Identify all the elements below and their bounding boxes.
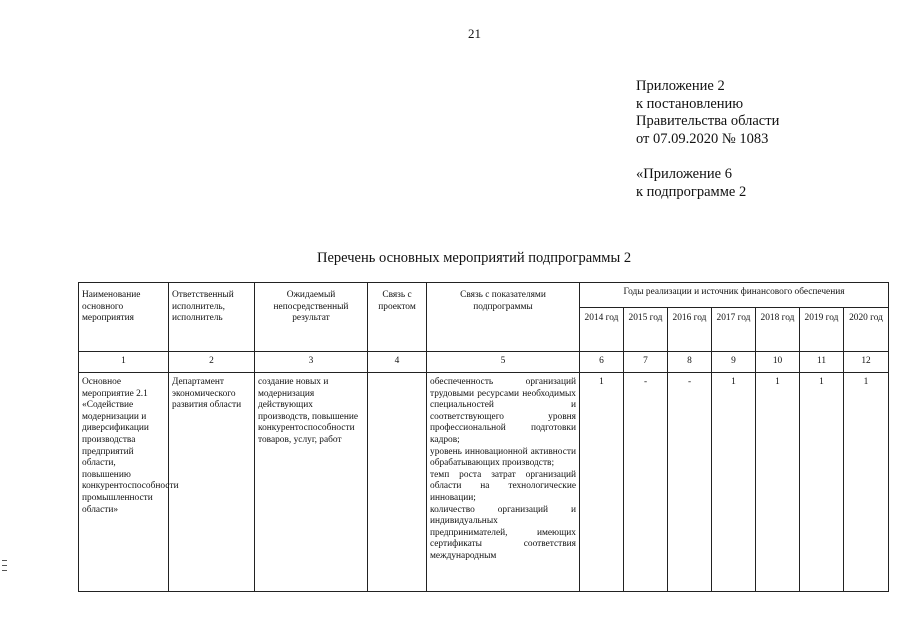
header-year: 2017 год bbox=[712, 308, 756, 352]
header-year: 2020 год bbox=[844, 308, 889, 352]
appendix-line: от 07.09.2020 № 1083 bbox=[636, 130, 769, 147]
cell-value: 1 bbox=[580, 373, 624, 592]
cell-value: 1 bbox=[844, 373, 889, 592]
column-number: 10 bbox=[756, 352, 800, 373]
appendix-line: «Приложение 6 bbox=[636, 166, 732, 182]
column-number: 7 bbox=[624, 352, 668, 373]
cell-value: 1 bbox=[800, 373, 844, 592]
table-header-row bbox=[79, 283, 889, 308]
header-indicators-link: Связь с показателями подпрограммы bbox=[427, 283, 580, 352]
column-number: 12 bbox=[844, 352, 889, 373]
column-number: 2 bbox=[169, 352, 255, 373]
document-title: Перечень основных мероприятий подпрограммы 2 bbox=[317, 250, 632, 266]
header-year: 2016 год bbox=[668, 308, 712, 352]
appendix-line: Правительства области bbox=[636, 113, 780, 129]
appendix-line: Приложение 2 bbox=[636, 78, 725, 94]
page-number: 21 bbox=[468, 26, 481, 41]
table-row bbox=[79, 373, 889, 592]
column-number: 1 bbox=[79, 352, 169, 373]
cell-value: - bbox=[668, 373, 712, 592]
cell-measure-name: Основное мероприятие 2.1 «Содействие модернизации и диверсификации производства предприятий области, повышению конкурентоспособности промышленности области» bbox=[79, 373, 169, 592]
measures-table bbox=[78, 282, 889, 592]
column-number: 3 bbox=[255, 352, 368, 373]
cell-value: 1 bbox=[756, 373, 800, 592]
cell-result: создание новых и модернизация действующих производств, повышение конкурентоспособности товаров, услуг, работ bbox=[255, 373, 368, 592]
cell-value: 1 bbox=[712, 373, 756, 592]
header-name: Наименование основного мероприятия bbox=[79, 283, 169, 352]
column-number-row bbox=[79, 352, 889, 373]
header-project-link: Связь с проектом bbox=[368, 283, 427, 352]
cell-value: - bbox=[624, 373, 668, 592]
scan-edge-marks bbox=[2, 560, 7, 575]
column-number: 11 bbox=[800, 352, 844, 373]
header-responsible: Ответственный исполнитель, исполнитель bbox=[169, 283, 255, 352]
column-number: 8 bbox=[668, 352, 712, 373]
header-years-group: Годы реализации и источник финансового обеспечения bbox=[580, 283, 889, 308]
header-result: Ожидаемый непосредственный результат bbox=[255, 283, 368, 352]
column-number: 6 bbox=[580, 352, 624, 373]
cell-indicators: обеспеченность организаций трудовыми ресурсами необходимых специальностей и соответствующего уровня профессиональной подготовки кадров; уровень инновационной активности обрабатывающих производств; темп роста затрат организаций области на технологические инновации; количество организаций и индивидуальных предпринимателей, имеющих сертификаты соответствия международным bbox=[427, 373, 580, 592]
header-year: 2015 год bbox=[624, 308, 668, 352]
column-number: 9 bbox=[712, 352, 756, 373]
appendix-line: к постановлению bbox=[636, 95, 744, 112]
column-number: 4 bbox=[368, 352, 427, 373]
column-number: 5 bbox=[427, 352, 580, 373]
cell-project-link bbox=[368, 373, 427, 592]
header-year: 2018 год bbox=[756, 308, 800, 352]
appendix-line: к подпрограмме 2 bbox=[636, 183, 747, 200]
header-year: 2019 год bbox=[800, 308, 844, 352]
cell-responsible: Департамент экономического развития области bbox=[169, 373, 255, 592]
appendix-block bbox=[636, 78, 779, 201]
header-year: 2014 год bbox=[580, 308, 624, 352]
